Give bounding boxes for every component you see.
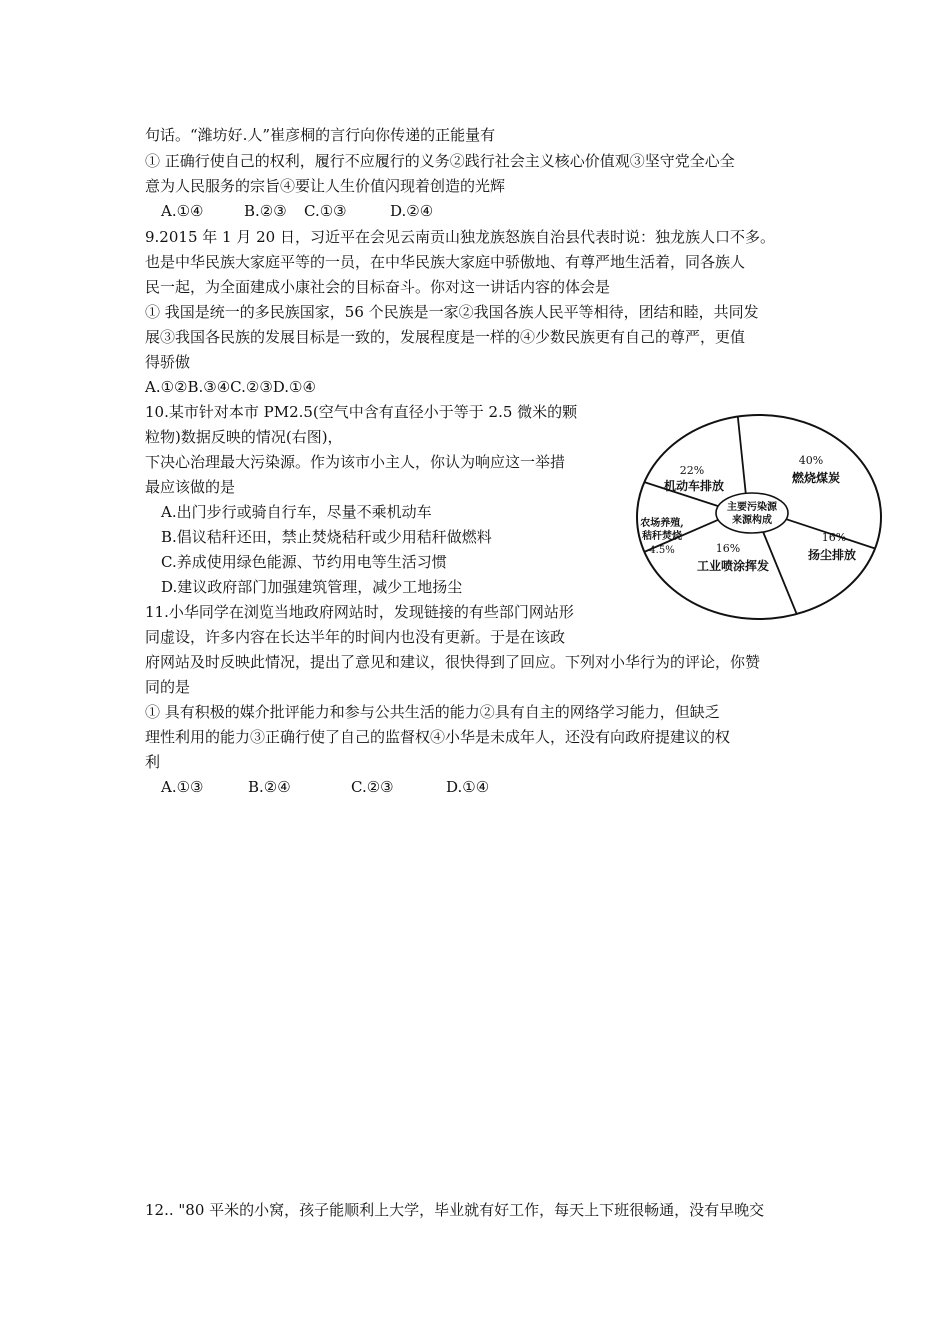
q9-line1: 9.2015 年 1 月 20 日，习近平在会见云南贡山独龙族怒族自治县代表时说：独龙族人口不多。	[145, 228, 775, 246]
slice-pct-coal: 40%	[798, 454, 824, 467]
slice-label-vehicle: 机动车排放	[663, 479, 725, 493]
q11-options	[161, 777, 489, 797]
pie-center-label-line2: 来源构成	[732, 515, 772, 526]
q11-option-a: A.①③	[161, 778, 204, 796]
q9-options: A.①②B.③④C.②③D.①④	[145, 378, 316, 396]
slice-pct-vehicle: 22%	[679, 464, 705, 477]
q10-line4: 最应该做的是	[145, 478, 236, 496]
slice-label-farm-line2: 秸秆焚烧	[642, 531, 682, 542]
q8-option-d: D.②④	[390, 202, 434, 220]
q10-line1: 10.某市针对本市 PM2.5(空气中含有直径小于等于 2.5 微米的颗	[145, 403, 578, 421]
slice-label-dust: 扬尘排放	[807, 548, 857, 562]
q11-line1: 11.小华同学在浏览当地政府网站时，发现链接的有些部门网站形	[145, 603, 574, 621]
q11-line7: 利	[145, 753, 161, 771]
q11-line5: ① 具有积极的媒介批评能力和参与公共生活的能力②具有自主的网络学习能力，但缺乏	[145, 703, 720, 721]
q10-line2: 粒物)数据反映的情况(右图)，	[145, 428, 343, 446]
q11-line3: 府网站及时反映此情况，提出了意见和建议，很快得到了回应。下列对小华行为的评论，你赞	[145, 653, 761, 671]
q10-option-d: D.建议政府部门加强建筑管理，减少工地扬尘	[161, 578, 463, 596]
q8-options	[161, 201, 433, 221]
slice-label-coal: 燃烧煤炭	[791, 471, 841, 485]
slice-pct-dust: 16%	[821, 531, 847, 544]
q8-stem-tail: 句话。“潍坊好.人”崔彦桐的言行向你传递的正能量有	[145, 126, 496, 144]
q10-option-b: B.倡议秸秆还田，禁止焚烧秸秆或少用秸秆做燃料	[161, 528, 492, 546]
q10-option-c: C.养成使用绿色能源、节约用电等生活习惯	[161, 553, 447, 571]
slice-pct-farm: 4.5%	[649, 545, 675, 556]
pie-center-label-line1: 主要污染源	[727, 502, 777, 513]
slice-label-industry: 工业喷涂挥发	[696, 559, 770, 573]
q9-line6: 得骄傲	[145, 353, 191, 371]
divider-dust-industry	[763, 532, 797, 614]
q10-option-a: A.出门步行或骑自行车，尽量不乘机动车	[161, 503, 432, 521]
q11-option-d: D.①④	[446, 778, 490, 796]
q9-line4: ① 我国是统一的多民族国家，56 个民族是一家②我国各族人民平等相待，团结和睦，共同发	[145, 303, 759, 321]
q11-option-b: B.②④	[248, 778, 291, 796]
slice-pct-industry: 16%	[715, 542, 741, 555]
divider-vehicle-coal	[738, 417, 746, 494]
pollution-source-pie-chart	[634, 412, 884, 622]
q11-option-c: C.②③	[351, 778, 394, 796]
q8-option-a: A.①④	[161, 202, 204, 220]
q12-line1: 12.. "80 平米的小窝，孩子能顺利上大学，毕业就有好工作，每天上下班很畅通，没有早晚交	[145, 1201, 765, 1219]
q11-line6: 理性利用的能力③正确行使了自己的监督权④小华是未成年人，还没有向政府提建议的权	[145, 728, 731, 746]
pie-center-circle	[716, 493, 788, 533]
pie-svg	[634, 412, 884, 622]
q9-line5: 展③我国各民族的发展目标是一致的，发展程度是一样的④少数民族更有自己的尊严，更值	[145, 328, 746, 346]
q8-option-b: B.②③	[244, 202, 287, 220]
q11-line2: 同虚设，许多内容在长达半年的时间内也没有更新。于是在该政	[145, 628, 566, 646]
slice-label-farm-line1: 农场养殖,	[640, 518, 684, 529]
q8-statements-line1: ① 正确行使自己的权利，履行不应履行的义务②践行社会主义核心价值观③坚守党全心全	[145, 152, 735, 170]
q8-statements-line2: 意为人民服务的宗旨④要让人生价值闪现着创造的光辉	[145, 177, 506, 195]
q11-line4: 同的是	[145, 678, 191, 696]
q9-line3: 民一起，为全面建成小康社会的目标奋斗。你对这一讲话内容的体会是	[145, 278, 611, 296]
q8-option-c: C.①③	[304, 202, 347, 220]
q9-line2: 也是中华民族大家庭平等的一员，在中华民族大家庭中骄傲地、有尊严地生活着，同各族人	[145, 253, 746, 271]
q10-line3: 下决心治理最大污染源。作为该市小主人，你认为响应这一举措	[145, 453, 566, 471]
